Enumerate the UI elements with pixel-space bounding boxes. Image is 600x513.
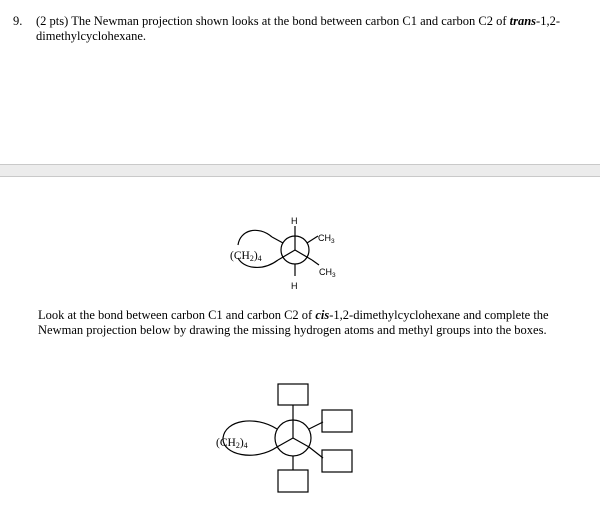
- cis-lower-right-stem: [309, 447, 323, 458]
- cis-front-bond-lower-right: [293, 438, 309, 447]
- cis-ring-label: (CH2)4: [216, 437, 248, 450]
- cis-upper-right-stem: [309, 422, 323, 429]
- instruction-text-after: -1,2-dimethylcyclohexane and complete the Newman projection below by drawing the missing hydrogen atoms and methyl groups into the boxes.: [38, 308, 549, 337]
- answer-box-upper-right[interactable]: [322, 410, 352, 432]
- question-points: (2 pts): [36, 14, 69, 28]
- cis-front-bond-lower-left: [277, 438, 293, 447]
- question-number: 9.: [13, 14, 23, 28]
- answer-box-bottom[interactable]: [278, 470, 308, 492]
- trans-bottom-h: H: [291, 281, 298, 291]
- question-emphasis: trans: [509, 14, 537, 28]
- answer-box-top[interactable]: [278, 384, 308, 405]
- instruction-emphasis: cis: [315, 308, 330, 322]
- question-text-before: The Newman projection shown looks at the bond between carbon C1 and carbon C2 of: [68, 14, 510, 28]
- trans-ring-label: (CH2)4: [230, 250, 262, 263]
- question-text-after: -1,2-dimethylcyclohexane.: [36, 14, 560, 43]
- trans-top-h: H: [291, 216, 298, 226]
- instruction-text-before: Look at the bond between carbon C1 and carbon C2 of: [38, 308, 316, 322]
- trans-upper-right-ch3: $CH_3$: [318, 233, 335, 245]
- answer-box-lower-right[interactable]: [322, 450, 352, 472]
- trans-lower-right-ch3: $CH_3$: [319, 267, 336, 279]
